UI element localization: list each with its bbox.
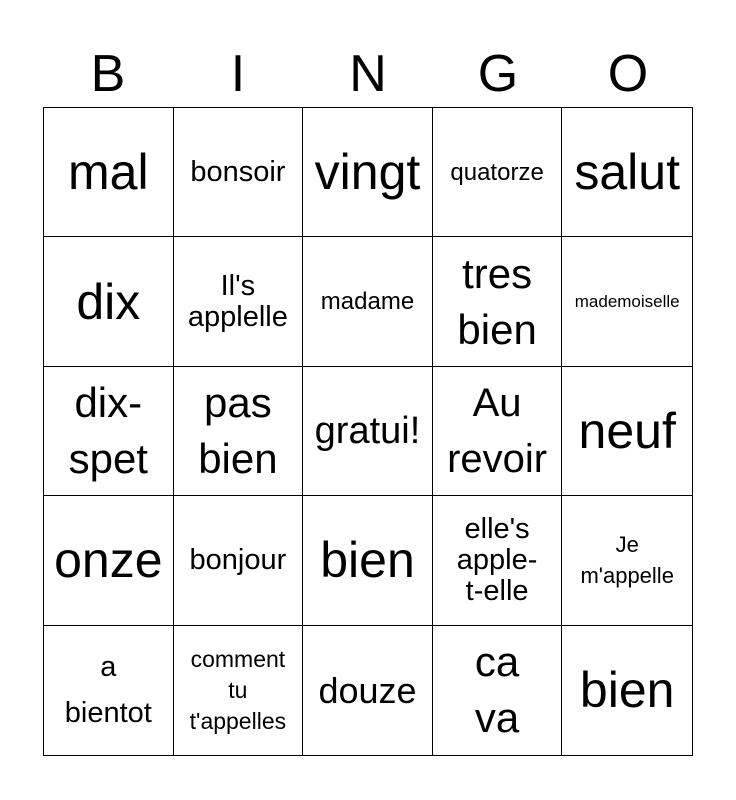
bingo-cell-r1c5[interactable] xyxy=(562,108,692,237)
cell-text: bien xyxy=(579,662,675,719)
cell-text: onze xyxy=(54,532,163,589)
cell-text: elle's apple- t-elle xyxy=(456,512,538,607)
header-letter-g: G xyxy=(477,45,519,103)
cell-text: comment tu t'appelles xyxy=(189,645,287,734)
bingo-cell-r5c1[interactable] xyxy=(44,626,174,755)
bingo-cell-r2c4[interactable] xyxy=(433,237,563,366)
bingo-cell-r4c1[interactable] xyxy=(44,496,174,625)
bingo-cell-r3c2[interactable] xyxy=(174,367,304,496)
bingo-cell-r2c2[interactable] xyxy=(174,237,304,366)
cell-text: ca va xyxy=(474,638,520,742)
cell-text: quatorze xyxy=(450,158,544,186)
bingo-cell-r5c5[interactable] xyxy=(562,626,692,755)
bingo-cell-r2c5[interactable] xyxy=(562,237,692,366)
bingo-cell-r2c1[interactable] xyxy=(44,237,174,366)
cell-text: dix xyxy=(76,273,141,330)
bingo-cell-r1c3[interactable] xyxy=(303,108,433,237)
cell-text: neuf xyxy=(578,402,676,459)
bingo-cell-r4c2[interactable] xyxy=(174,496,304,625)
cell-text: gratui! xyxy=(314,409,421,452)
cell-text: dix- spet xyxy=(68,378,148,482)
header-letter-i: I xyxy=(230,45,246,103)
cell-text: pas bien xyxy=(198,378,278,482)
cell-text: douze xyxy=(318,669,417,711)
cell-text: vingt xyxy=(314,144,421,201)
bingo-cell-r5c2[interactable] xyxy=(174,626,304,755)
header-letter-n: N xyxy=(349,45,387,103)
header-letter-o: O xyxy=(607,45,649,103)
bingo-cell-r3c4[interactable] xyxy=(433,367,563,496)
bingo-cell-r3c3[interactable] xyxy=(303,367,433,496)
cell-text: a bientot xyxy=(64,651,152,730)
cell-text: Au revoir xyxy=(447,380,548,481)
header-letter-b: B xyxy=(90,45,126,103)
bingo-header xyxy=(43,40,693,108)
cell-text: tres bien xyxy=(457,249,537,353)
bingo-cell-r1c2[interactable] xyxy=(174,108,304,237)
cell-text: bien xyxy=(320,532,415,589)
bingo-cell-r5c4[interactable] xyxy=(433,626,563,755)
cell-text: Je m'appelle xyxy=(580,532,674,589)
cell-text: bonsoir xyxy=(190,155,286,188)
cell-text: bonjour xyxy=(189,543,287,576)
bingo-cell-r1c4[interactable] xyxy=(433,108,563,237)
bingo-cell-r3c5[interactable] xyxy=(562,367,692,496)
bingo-cell-r4c3[interactable] xyxy=(303,496,433,625)
cell-text: salut xyxy=(574,144,680,201)
bingo-cell-r5c3[interactable] xyxy=(303,626,433,755)
cell-text: madame xyxy=(320,288,415,316)
bingo-board xyxy=(43,107,693,756)
cell-text: mademoiselle xyxy=(574,291,680,311)
bingo-cell-r2c3[interactable] xyxy=(303,237,433,366)
bingo-cell-r4c4[interactable] xyxy=(433,496,563,625)
bingo-cell-r1c1[interactable] xyxy=(44,108,174,237)
bingo-cell-r4c5[interactable] xyxy=(562,496,692,625)
cell-text: mal xyxy=(68,144,149,201)
cell-text: Il's applelle xyxy=(187,269,288,333)
bingo-cell-r3c1[interactable] xyxy=(44,367,174,496)
